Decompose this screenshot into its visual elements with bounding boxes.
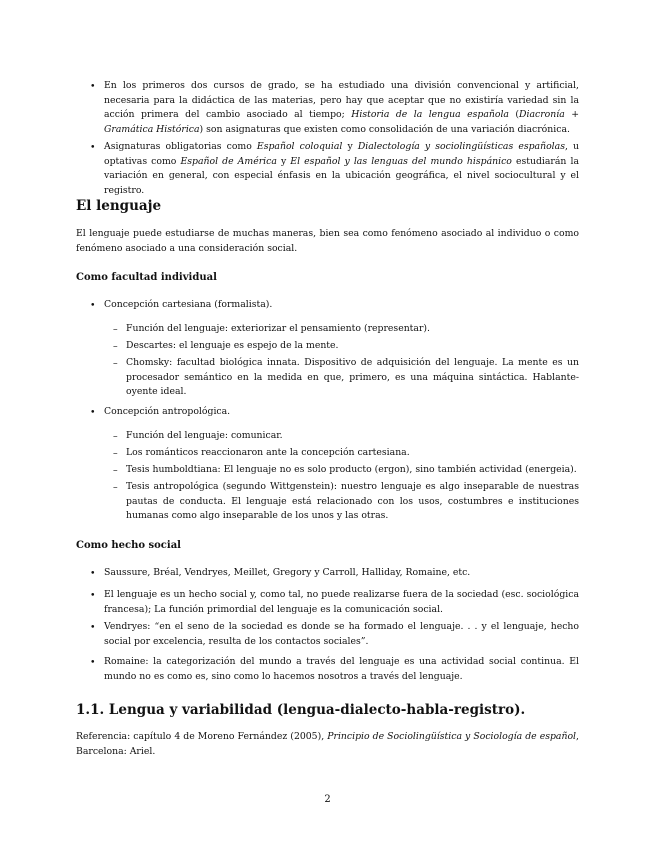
hecho-social-text: Saussure, Bréal, Vendryes, Meillet, Gregory y Carroll, Halliday, Romaine, etc.: [104, 567, 471, 578]
dash-marker: –: [113, 358, 118, 369]
cartesiana-item-text: Chomsky: facultad biológica innata. Dispositivo de adquisición del lenguaje. La mente es un procesador semántico en la medida en que, primero, es una máquina sintáctica. Hablante-oyente ideal.: [126, 357, 579, 398]
intro-bullet-1: [0, 79, 655, 138]
antropologica-item: [0, 480, 655, 524]
intro-bullet-text: Asignaturas obligatorias como Español coloquial y Dialectología y sociolingüísticas españolas, u optativas como Español de América y El español y las lenguas del mundo hispánico estudiarán la variación en general, con especial énfasis en la ubicación geográfica, el nivel sociocultural y el registro.: [104, 141, 579, 197]
antropologica-bullet: [0, 405, 655, 420]
hecho-social-text: El lenguaje es un hecho social y, como tal, no puede realizarse fuera de la sociedad (esc. sociológica francesa); La función primordial del lenguaje es la comunicación social.: [104, 589, 579, 615]
cartesiana-bullet: [0, 298, 655, 313]
antropologica-item-text: Tesis humboldtiana: El lenguaje no es solo producto (ergon), sino también actividad (energeia).: [126, 464, 577, 475]
bullet-marker: •: [90, 622, 96, 633]
intro-bullet-text: En los primeros dos cursos de grado, se ha estudiado una división convencional y artificial, necesaria para la didáctica de las materias, pero hay que aceptar que no existiría variedad sin la acción primera del cambio asociado al tiempo; Historia de la lengua española (Diacronía + Gramática Histórica) son asignaturas que existen como consolidación de una variación diacrónica.: [104, 80, 580, 136]
antropologica-item-text: Tesis antropológica (segundo Wittgenstein): nuestro lenguaje es algo inseparable de nuestras pautas de conducta. El lenguaje está relacionado con los usos, costumbres e instituciones humanas como algo inseparable de los unos y las otras.: [126, 481, 579, 522]
antropologica-item: [0, 429, 655, 444]
hecho-social-text: Romaine: la categorización del mundo a través del lenguaje es una actividad social continua. El mundo no es como es, sino como lo hacemos nosotros a través del lenguaje.: [104, 656, 579, 682]
dash-marker: –: [113, 431, 118, 442]
dash-marker: –: [113, 465, 118, 476]
antropologica-label: Concepción antropológica.: [104, 406, 231, 417]
section-title-1-1: 1.1. Lengua y variabilidad (lengua-dialecto-habla-registro).: [76, 702, 526, 718]
cartesiana-item-text: Descartes: el lenguaje es espejo de la mente.: [126, 340, 339, 351]
hecho-social-item: [0, 620, 655, 649]
hecho-social-item: [0, 655, 655, 684]
page-number: 2: [324, 794, 331, 805]
bullet-marker: •: [90, 657, 96, 668]
subsection-facultad-individual: Como facultad individual: [76, 272, 217, 283]
bullet-marker: •: [90, 590, 96, 601]
section-1-1-reference: Referencia: capítulo 4 de Moreno Fernández (2005), Principio de Sociolingüística y Sociología de español, Barcelona: Ariel.: [76, 731, 580, 757]
subsection-hecho-social: Como hecho social: [76, 540, 181, 551]
intro-bullet-2: [0, 140, 655, 199]
bullet-marker: •: [90, 81, 96, 92]
hecho-social-item: [0, 588, 655, 617]
hecho-social-text: Vendryes: “en el seno de la sociedad es donde se ha formado el lenguaje. . . y el lenguaje, hecho social por excelencia, resulta de los contactos sociales”.: [104, 621, 579, 647]
dash-marker: –: [113, 341, 118, 352]
antropologica-item-text: Función del lenguaje: comunicar.: [126, 430, 283, 441]
cartesiana-item: [0, 322, 655, 337]
dash-marker: –: [113, 482, 118, 493]
bullet-marker: •: [90, 568, 96, 579]
el-lenguaje-intro: El lenguaje puede estudiarse de muchas maneras, bien sea como fenómeno asociado al individuo o como fenómeno asociado a una consideración social.: [76, 228, 579, 254]
antropologica-item: [0, 446, 655, 461]
cartesiana-item: [0, 356, 655, 400]
cartesiana-item: [0, 339, 655, 354]
hecho-social-item: [0, 566, 655, 581]
bullet-marker: •: [90, 142, 96, 153]
cartesiana-label: Concepción cartesiana (formalista).: [104, 299, 273, 310]
dash-marker: –: [113, 448, 118, 459]
antropologica-item: [0, 463, 655, 478]
dash-marker: –: [113, 324, 118, 335]
bullet-marker: •: [90, 300, 96, 311]
antropologica-item-text: Los románticos reaccionaron ante la concepción cartesiana.: [126, 447, 410, 458]
cartesiana-item-text: Función del lenguaje: exteriorizar el pensamiento (representar).: [126, 323, 430, 334]
bullet-marker: •: [90, 407, 96, 418]
section-title-el-lenguaje: El lenguaje: [76, 198, 162, 214]
